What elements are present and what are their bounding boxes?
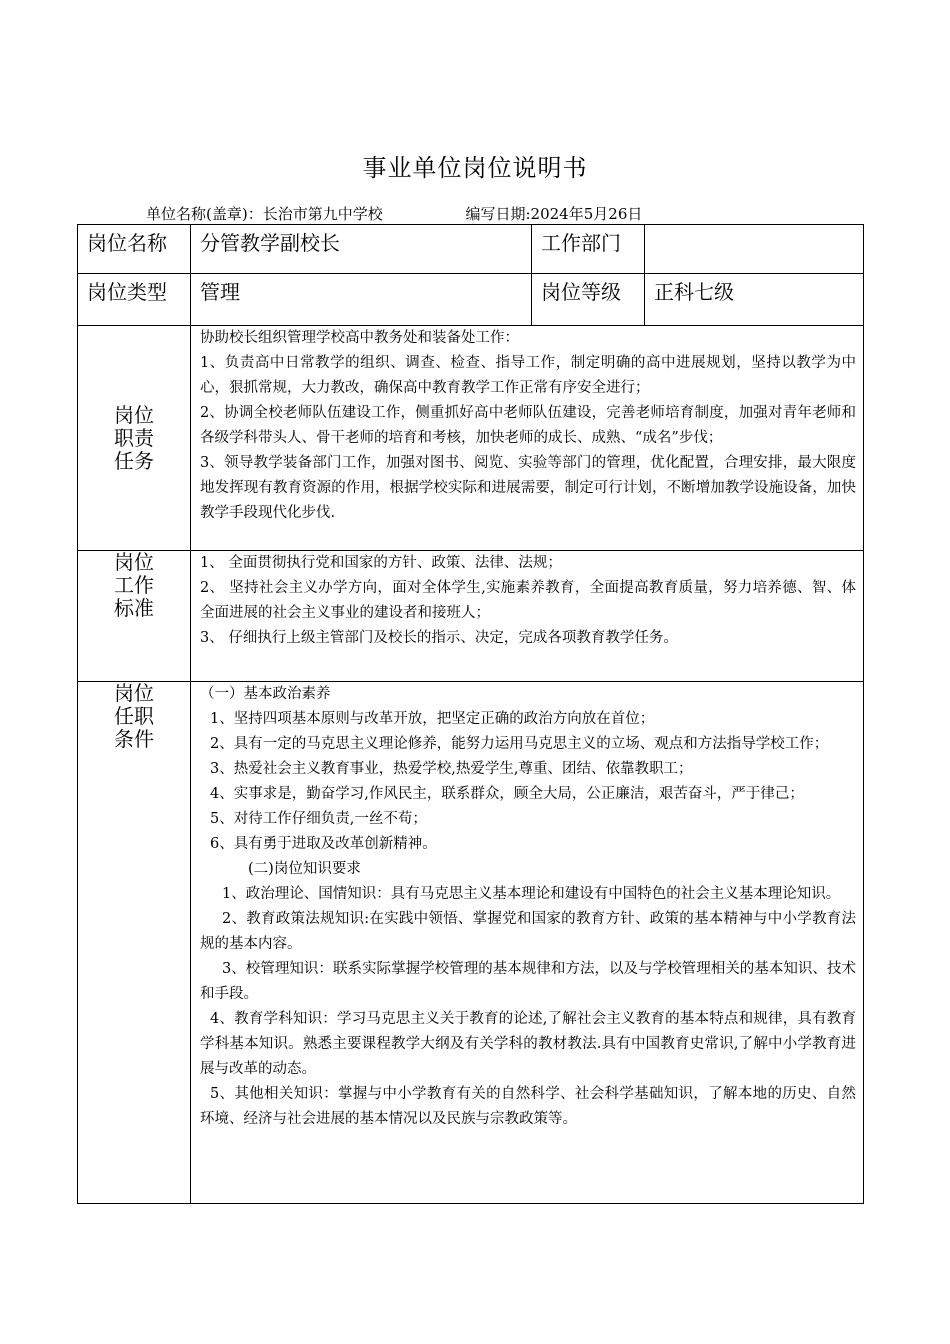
political-item: 2、具有一定的马克思主义理论修养，能努力运用马克思主义的立场、观点和方法指导学校工作； (210, 736, 829, 752)
standards-line: 3、 仔细执行上级主管部门及校长的指示、决定，完成各项教育教学任务。 (200, 630, 678, 646)
row-name-department (78, 225, 864, 274)
duties-line: 协助校长组织管理学校高中教务处和装备处工作： (200, 330, 519, 346)
requirements-content (191, 682, 864, 1204)
political-item: 4、实事求是，勤奋学习,作风民主，联系群众，顾全大局，公正廉洁，艰苦奋斗，严于律己； (210, 786, 804, 802)
value-position-type: 管理 (191, 274, 532, 326)
political-item: 6、具有勇于进取及改革创新精神。 (210, 836, 437, 852)
label-duties-line: 职责 (114, 425, 154, 450)
label-department: 工作部门 (532, 225, 645, 274)
value-position-level: 正科七级 (645, 274, 864, 326)
standards-content (191, 551, 864, 682)
row-standards (78, 551, 864, 682)
job-description-table (77, 224, 864, 1204)
duties-line: 1、负责高中日常教学的组织、调查、检查、指导工作，制定明确的高中进展规划，坚持以教学为中心，狠抓常规，大力教改，确保高中教育教学工作正常有序安全进行； (200, 355, 856, 396)
section-title-knowledge: (二)岗位知识要求 (248, 861, 361, 877)
label-standards (78, 551, 191, 682)
document-title: 事业单位岗位说明书 (362, 154, 588, 182)
label-position-type: 岗位类型 (78, 274, 191, 326)
compile-date: 编写日期:2024年5月26日 (465, 205, 643, 223)
label-requirements (78, 682, 191, 1204)
label-duties (78, 326, 191, 551)
document-meta (146, 203, 642, 224)
label-position-name: 岗位名称 (78, 225, 191, 274)
duties-line: 3、领导教学装备部门工作，加强对图书、阅览、实验等部门的管理，优化配置，合理安排，最大限度地发挥现有教育资源的作用，根据学校实际和进展需要，制定可行计划，不断增加教学设施设备，加快教学手段现代化步伐. (200, 455, 856, 521)
standards-line: 1、 全面贯彻执行党和国家的方针、政策、法律、法规； (200, 555, 562, 571)
knowledge-item: 4、教育学科知识：学习马克思主义关于教育的论述,了解社会主义教育的基本特点和规律，具有教育学科基本知识。熟悉主要课程教学大纲及有关学科的教材教法.具有中国教育史常识,了解中小学教育进展与改革的动态。 (200, 1011, 856, 1077)
row-duties (78, 326, 864, 551)
label-requirements-line: 岗位 (114, 681, 154, 705)
unit-name: 单位名称(盖章)：长治市第九中学校 (146, 205, 383, 223)
knowledge-item: 1、政治理论、国情知识：具有马克思主义基本理论和建设有中国特色的社会主义基本理论知识。 (222, 886, 841, 902)
label-standards-line: 标准 (114, 596, 154, 620)
label-duties-line: 任务 (114, 448, 154, 473)
label-requirements-line: 任职 (114, 704, 154, 728)
knowledge-item: 2、教育政策法规知识:在实践中领悟、掌握党和国家的教育方针、政策的基本精神与中小学教育法规的基本内容。 (200, 911, 856, 952)
row-type-level (78, 274, 864, 326)
duties-line: 2、协调全校老师队伍建设工作，侧重抓好高中老师队伍建设，完善老师培育制度，加强对青年老师和各级学科带头人、骨干老师的培育和考核，加快老师的成长、成熟、“成名”步伐； (200, 405, 856, 446)
value-position-name: 分管教学副校长 (191, 225, 532, 274)
label-standards-line: 工作 (114, 573, 154, 597)
row-requirements (78, 682, 864, 1204)
political-item: 5、对待工作仔细负责,一丝不苟； (210, 811, 427, 827)
political-item: 1、坚持四项基本原则与改革开放，把坚定正确的政治方向放在首位； (210, 711, 655, 727)
label-standards-line: 岗位 (114, 550, 154, 574)
political-item: 3、热爱社会主义教育事业，热爱学校,热爱学生,尊重、团结、依靠教职工； (210, 761, 693, 777)
standards-line: 2、 坚持社会主义办学方向，面对全体学生,实施素养教育，全面提高教育质量，努力培养德、智、体全面进展的社会主义事业的建设者和接班人； (200, 580, 856, 621)
knowledge-item: 3、校管理知识：联系实际掌握学校管理的基本规律和方法，以及与学校管理相关的基本知识、技术和手段。 (200, 961, 856, 1002)
duties-content (191, 326, 864, 551)
section-title-political: （一）基本政治素养 (200, 686, 331, 702)
label-position-level: 岗位等级 (532, 274, 645, 326)
knowledge-item: 5、其他相关知识：掌握与中小学教育有关的自然科学、社会科学基础知识，了解本地的历史、自然环境、经济与社会进展的基本情况以及民族与宗教政策等。 (200, 1086, 856, 1127)
label-duties-line: 岗位 (114, 402, 154, 427)
label-requirements-line: 条件 (114, 727, 154, 751)
value-department (645, 225, 864, 274)
